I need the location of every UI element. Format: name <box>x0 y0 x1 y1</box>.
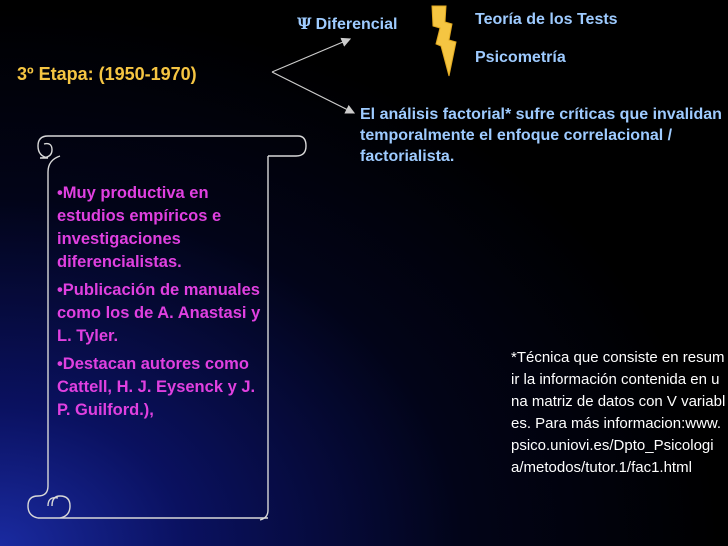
branch-psicometria: Psicometría <box>475 49 566 66</box>
diferencial-label <box>297 14 397 34</box>
lightning-icon <box>432 6 456 76</box>
critique-text: El análisis factorial* sufre críticas que invalidan temporalmente el enfoque correlacional / factorialista. <box>360 106 722 165</box>
scroll-item: •Muy productiva en estudios empíricos e investigaciones diferencialistas. <box>57 184 222 271</box>
scroll-item: •Destacan autores como Cattell, H. J. Eysenck y J. P. Guilford.), <box>57 355 256 419</box>
scroll-item: •Publicación de manuales como los de A. Anastasi y L. Tyler. <box>57 281 261 345</box>
footnote-text: *Técnica que consiste en resumir la información contenida en una matriz de datos con V variables. Para más informacion:www.psico.uniovi.es/Dpto_Psicologia/metodos/tutor.1/fac1.html <box>511 349 726 476</box>
stage-title: 3º Etapa: (1950-1970) <box>17 64 197 84</box>
arrow-to-critique <box>272 72 354 113</box>
branch-teoria-tests: Teoría de los Tests <box>475 11 618 28</box>
psi-symbol: Ψ <box>297 14 312 33</box>
arrow-to-diferencial <box>272 39 350 72</box>
scroll-content <box>57 182 267 427</box>
diferencial-text: Diferencial <box>315 16 398 33</box>
